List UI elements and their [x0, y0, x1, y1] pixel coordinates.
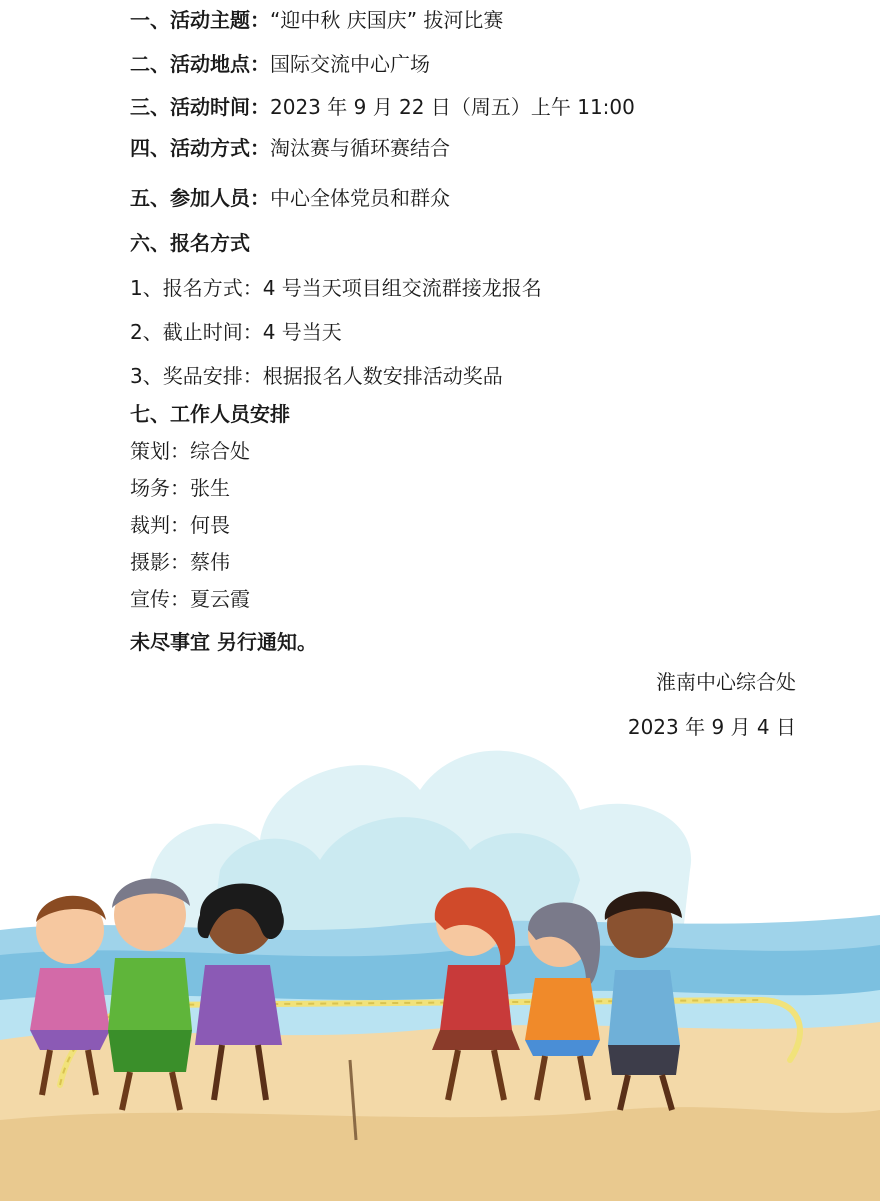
section-registration-heading: 六、报名方式 [130, 231, 250, 255]
section-location-value: 国际交流中心广场 [270, 52, 430, 76]
section-theme-label: 一、活动主题： [130, 8, 270, 32]
signature-date: 2023 年 9 月 4 日 [627, 715, 796, 739]
section-theme-value: “迎中秋 庆国庆” 拔河比赛 [270, 8, 504, 32]
staff-item-publicity: 宣传：夏云霞 [130, 587, 250, 611]
section-format-label: 四、活动方式： [130, 136, 270, 160]
section-staff-heading: 七、工作人员安排 [130, 402, 290, 426]
staff-item-referee: 裁判：何畏 [130, 513, 230, 537]
section-time [130, 94, 635, 120]
staff-item-venue: 场务：张生 [130, 476, 230, 500]
registration-item-method: 1、报名方式：4 号当天项目组交流群接龙报名 [130, 276, 542, 300]
section-participants [130, 185, 450, 211]
staff-item-planning: 策划：综合处 [130, 439, 250, 463]
section-format [130, 135, 450, 161]
staff-item-photography: 摄影：蔡伟 [130, 550, 230, 574]
section-location-label: 二、活动地点： [130, 52, 270, 76]
registration-item-deadline: 2、截止时间：4 号当天 [130, 320, 342, 344]
section-theme [130, 7, 503, 33]
section-format-value: 淘汰赛与循环赛结合 [270, 136, 450, 160]
section-participants-label: 五、参加人员： [130, 186, 270, 210]
section-time-label: 三、活动时间： [130, 95, 270, 119]
signature-org: 淮南中心综合处 [656, 670, 796, 694]
section-time-value: 2023 年 9 月 22 日（周五）上午 11:00 [270, 95, 635, 119]
section-participants-value: 中心全体党员和群众 [270, 186, 450, 210]
closing-note: 未尽事宜 另行通知。 [130, 630, 317, 654]
section-location [130, 51, 430, 77]
tug-of-war-illustration [0, 700, 880, 1201]
registration-item-prizes: 3、奖品安排：根据报名人数安排活动奖品 [130, 364, 503, 388]
